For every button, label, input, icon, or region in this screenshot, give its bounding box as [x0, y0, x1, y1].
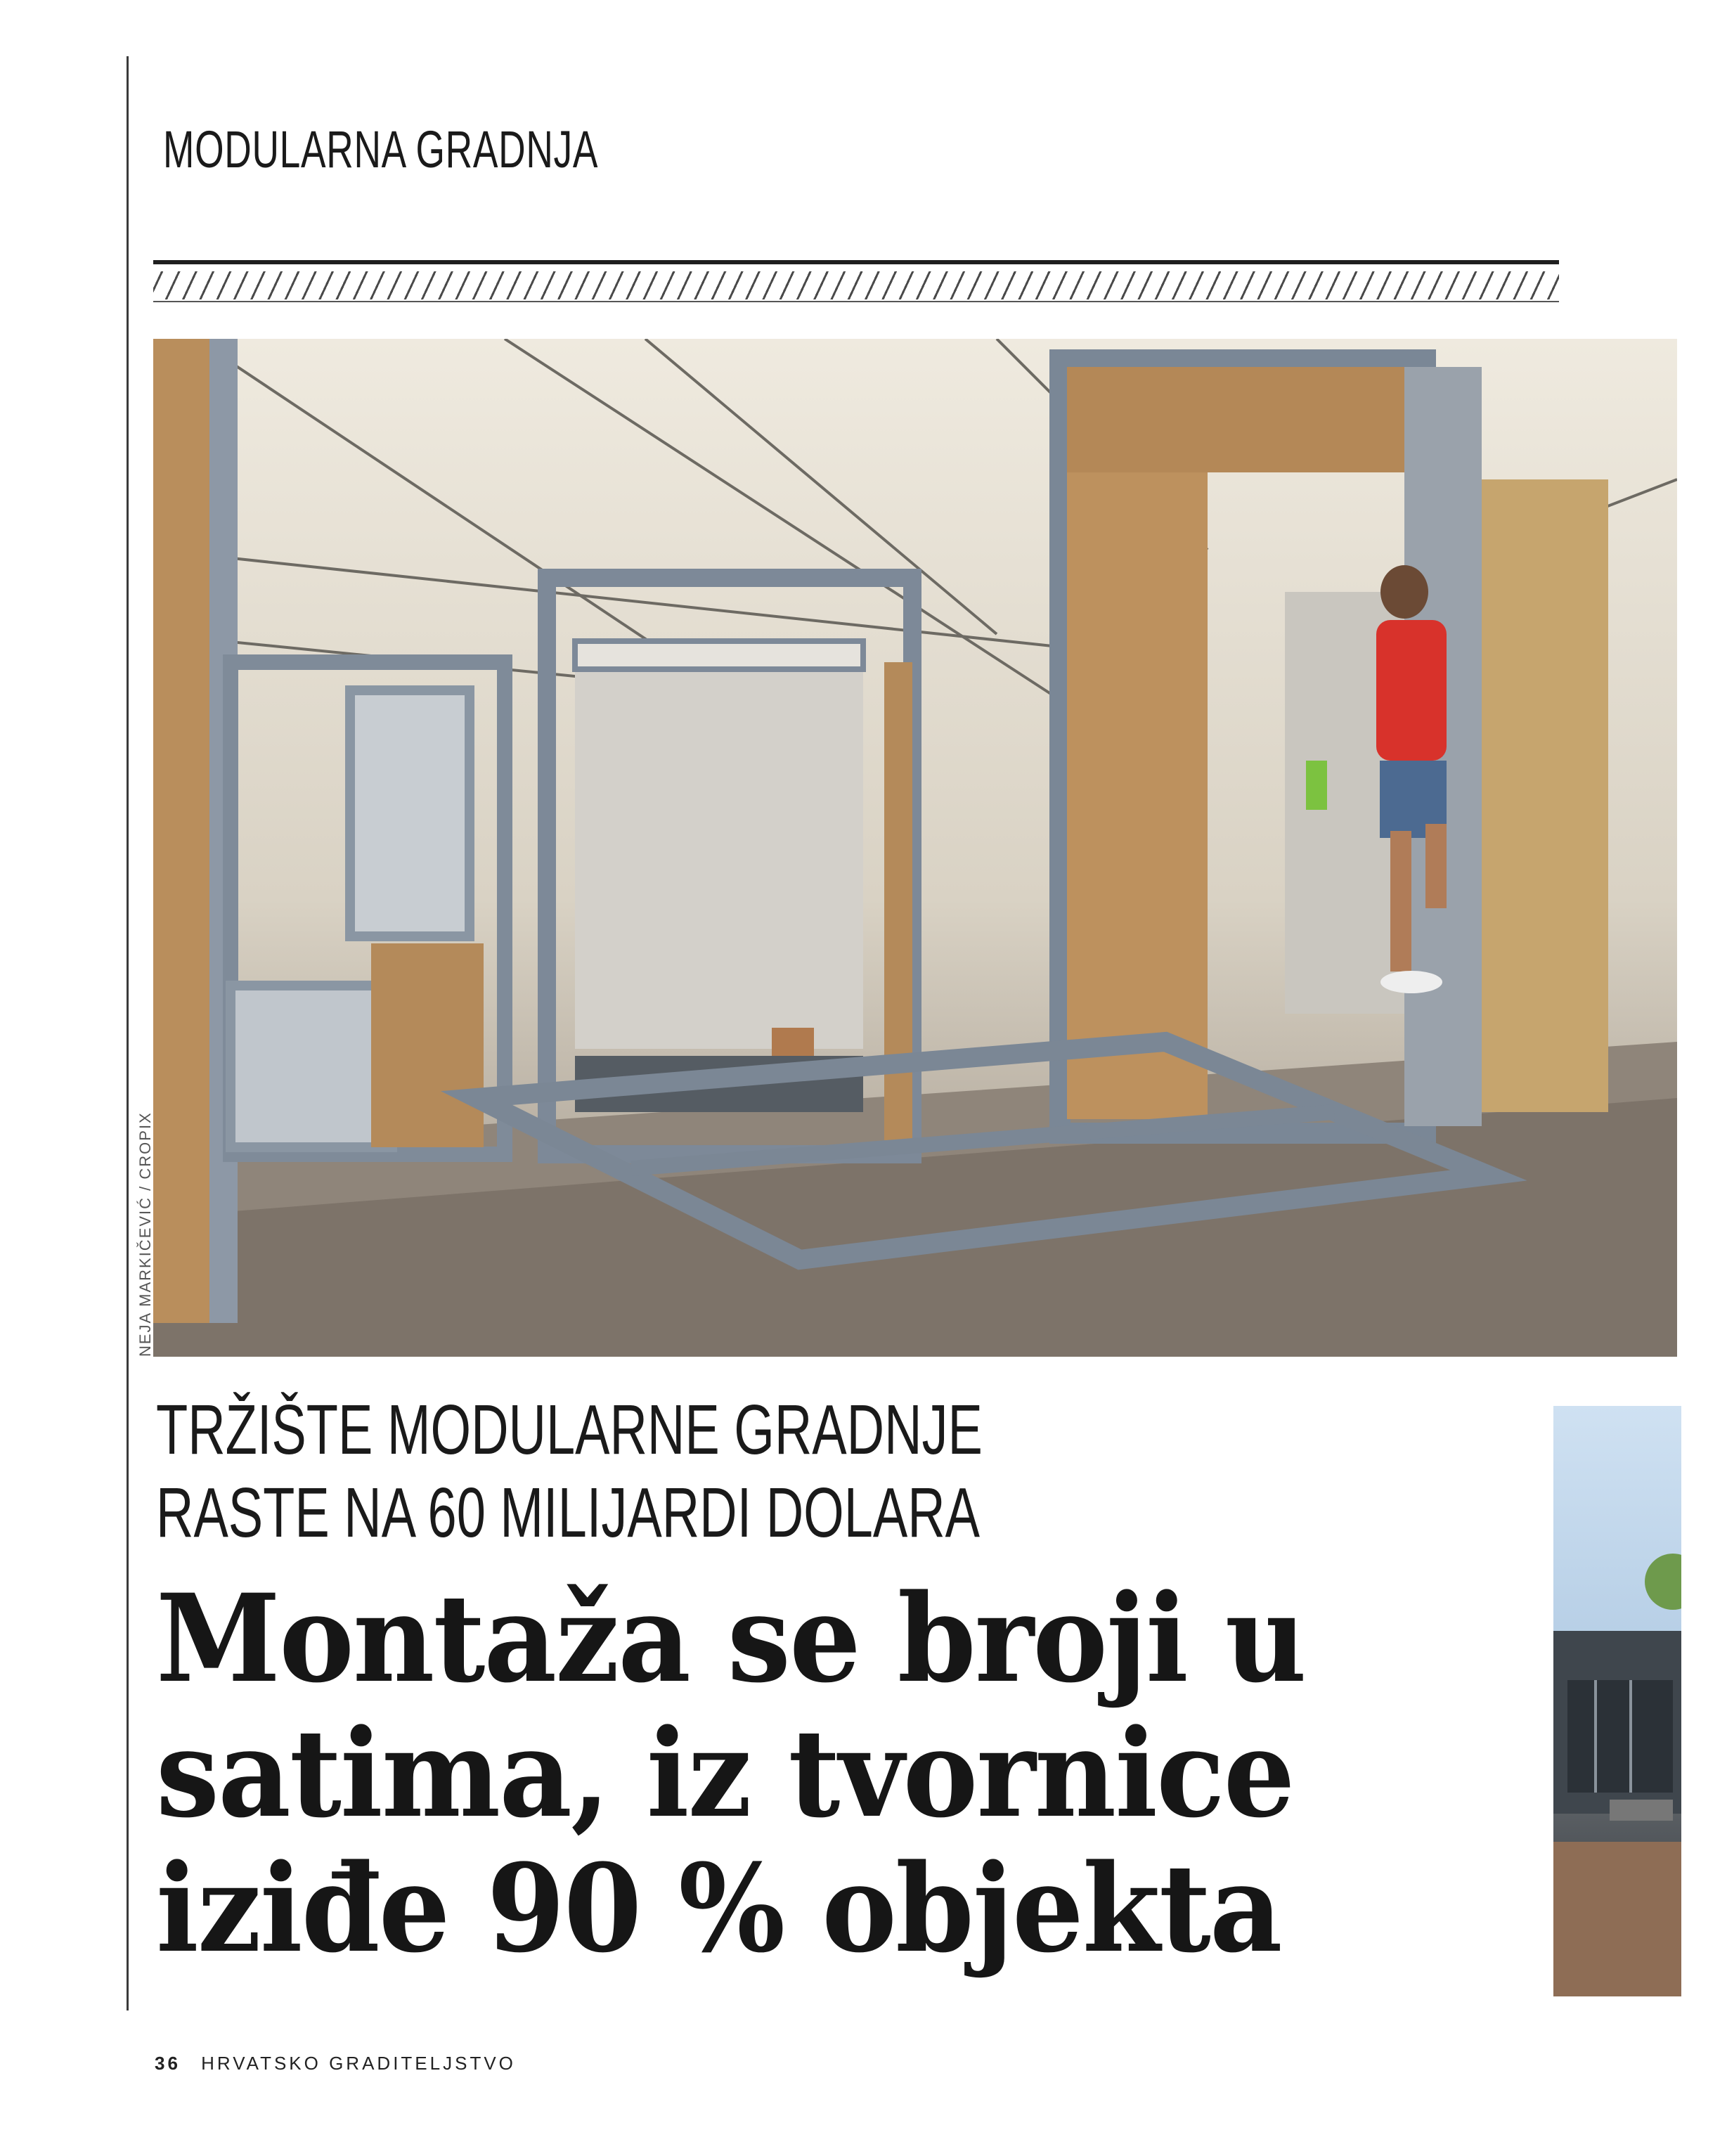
header-rule	[153, 260, 1559, 264]
photo-credit: NEJA MARKIČEVIĆ / CROPIX	[136, 1111, 154, 1357]
headline-line-1: Montaža se broji u	[156, 1567, 1306, 1710]
kicker-line-1: TRŽIŠTE MODULARNE GRADNJE	[156, 1390, 983, 1469]
page-footer	[155, 2053, 516, 2074]
page-margin-rule	[127, 56, 129, 2010]
side-photo-modular-building	[1553, 1406, 1681, 1996]
header-rule-thin	[153, 301, 1559, 302]
section-label: MODULARNA GRADNJA	[163, 120, 599, 179]
kicker-line-2: RASTE NA 60 MILIJARDI DOLARA	[156, 1473, 981, 1552]
article-headline	[156, 1567, 1306, 1980]
hatched-rule	[153, 271, 1559, 299]
headline-line-2: satima, iz tvornice	[156, 1702, 1294, 1845]
headline-line-3: iziđe 90 % objekta	[156, 1837, 1281, 1980]
article-kicker	[156, 1388, 983, 1554]
main-photo-modular-construction	[153, 339, 1677, 1357]
publication-name: HRVATSKO GRADITELJSTVO	[201, 2053, 516, 2074]
page-number: 36	[155, 2053, 181, 2074]
